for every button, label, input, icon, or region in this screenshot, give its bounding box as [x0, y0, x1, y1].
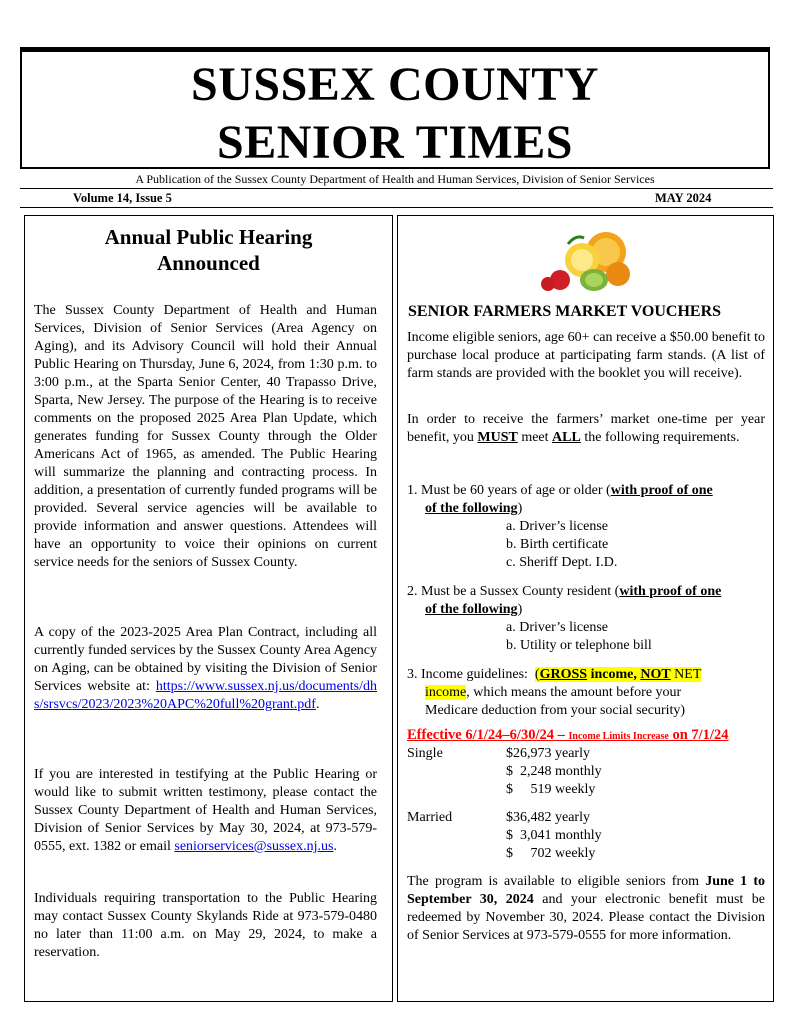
r3-paren: ( [534, 667, 540, 682]
farmers-market-article [397, 215, 774, 1002]
heading-line-2: Announced [157, 251, 260, 275]
r3-net: NET [674, 667, 702, 682]
closing-a: The program is available to eligible seniors from [407, 874, 700, 889]
paragraph-transportation: Individuals requiring transportation to the Public Hearing may contact Sussex County Skylands Ride at 973-579-0480 no later than 11:00 a.m. on May 29, 2024, to make a reservation. [34, 891, 377, 960]
requirement-1-cont [425, 500, 522, 518]
requirement-2-cont [425, 601, 522, 619]
r1-item-3: c. Sheriff Dept. I.D. [506, 555, 618, 570]
title-line-1: SUSSEX COUNTY [191, 58, 599, 111]
r2-proof-1: with proof of one [619, 584, 722, 599]
requirement-1 [407, 482, 713, 500]
req-text-a: In order to receive the farmers’ market one-time per year benefit, you [407, 412, 765, 445]
masthead [20, 47, 770, 169]
closing-b: and your electronic benefit must be redeemed by November 30, 2024. Please contact the Division of Senior Services at 973-579-0555 for more information. [407, 892, 765, 943]
r1-close: ) [517, 501, 523, 516]
single-monthly: $ 2,248 monthly [506, 764, 602, 779]
r3-rest2: Medicare deduction from your social security) [425, 703, 686, 718]
single-yearly: $26,973 yearly [506, 746, 590, 761]
r3-income: income, [590, 667, 637, 682]
title-line-2: SENIOR TIMES [217, 116, 573, 169]
requirements-intro [407, 411, 765, 447]
requirement-3 [407, 666, 701, 684]
r2-proof-2: of the following [425, 602, 518, 617]
fruit-icon [538, 224, 634, 294]
vouchers-heading: SENIOR FARMERS MARKET VOUCHERS [408, 303, 722, 320]
req-must: MUST [477, 430, 518, 445]
r2-text: 2. Must be a Sussex County resident ( [407, 584, 620, 599]
testimony-text: If you are interested in testifying at the Public Hearing or would like to submit written testimony, please contact the Sussex County Department of Health and Human Services, Division of Senior Services by May 30, 2024, at 973-579-0555, ext. 1382 or email [34, 767, 377, 854]
r3-rest1: , which means the amount before your [466, 685, 682, 700]
married-label: Married [407, 810, 453, 825]
issue-bar [20, 188, 773, 208]
paragraph-hearing-details: The Sussex County Department of Health and Human Services, Division of Senior Services (Area Agency on Aging), and its Advisory Council will hold their Annual Public Hearing on Thursday, June 6, 2024, from 1:30 p.m. to 3:00 p.m., at the Sparta Senior Center, 40 Trapasso Drive, Sparta, New Jersey. The purpose of the Hearing is to receive comments on the proposed 2025 Area Plan Update, which generates funding for Sussex County through the Older Americans Act of 1965, as amended. The Public Hearing will summarize the planning and contracting process. In addition, a presentation of currently funded programs will be provided. Several service agencies will be available to provide information and answer questions. Attendees will have an opportunity to voice their opinions on current service needs for the seniors of Sussex County. [34, 303, 377, 570]
issue-date: MAY 2024 [655, 191, 712, 205]
r3-income2: income [425, 685, 467, 700]
married-weekly: $ 702 weekly [506, 846, 596, 861]
area-plan-link[interactable]: https://www.sussex.nj.us/documents/dhs/srsvcs/2023/2023%20APC%20full%20grant.pdf [34, 679, 378, 712]
r1-item-1: a. Driver’s license [506, 519, 608, 534]
area-plan-text: A copy of the 2023-2025 Area Plan Contract, including all currently funded services by the Sussex County Area Agency on Aging, can be obtained by visiting the Division of Senior Services website at: [34, 625, 377, 694]
r1-text: 1. Must be 60 years of age or older ( [407, 483, 611, 498]
r2-item-1: a. Driver’s license [506, 620, 608, 635]
publication-line: A Publication of the Sussex County Department of Health and Human Services, Division of Senior Services [135, 172, 655, 186]
volume-issue: Volume 14, Issue 5 [73, 191, 172, 205]
closing-dates: June 1 to September 30, 2024 [407, 874, 766, 907]
effective-dates-banner [407, 727, 728, 744]
married-yearly: $36,482 yearly [506, 810, 590, 825]
req-text-b: meet [521, 430, 549, 445]
effective-a: Effective 6/1/24–6/30/24 – [407, 727, 569, 743]
req-text-c: the following requirements. [584, 430, 740, 445]
email-link[interactable]: seniorservices@sussex.nj.us [174, 839, 334, 854]
r1-proof-2: of the following [425, 501, 518, 516]
r1-proof-1: with proof of one [610, 483, 713, 498]
vouchers-intro: Income eligible seniors, age 60+ can receive a $50.00 benefit to purchase local produce at participating farm stands. (A list of farm stands are provided with the booklet you will receive). [407, 330, 765, 381]
heading-line-1: Annual Public Hearing [104, 225, 313, 249]
single-weekly: $ 519 weekly [506, 782, 596, 797]
public-hearing-article [24, 215, 393, 1002]
requirement-3-cont [425, 684, 681, 702]
req-all: ALL [552, 430, 581, 445]
area-plan-end: . [315, 697, 320, 712]
paragraph-testimony [34, 766, 377, 856]
testimony-end: . [333, 839, 337, 854]
r2-item-2: b. Utility or telephone bill [506, 638, 652, 653]
newsletter-title [22, 56, 768, 172]
r2-close: ) [517, 602, 523, 617]
married-monthly: $ 3,041 monthly [506, 828, 602, 843]
requirement-2 [407, 583, 721, 601]
r3-not: NOT [640, 667, 671, 682]
article-heading [25, 224, 392, 276]
r3-gross: GROSS [539, 667, 588, 682]
single-label: Single [407, 746, 443, 761]
r3-text: 3. Income guidelines: [407, 667, 528, 682]
program-closing [407, 873, 765, 945]
r1-item-2: b. Birth certificate [506, 537, 609, 552]
paragraph-area-plan [34, 624, 377, 714]
r3-highlight [535, 667, 701, 682]
effective-b: on 7/1/24 [668, 727, 729, 743]
effective-small: Income Limits Increase [568, 731, 669, 742]
